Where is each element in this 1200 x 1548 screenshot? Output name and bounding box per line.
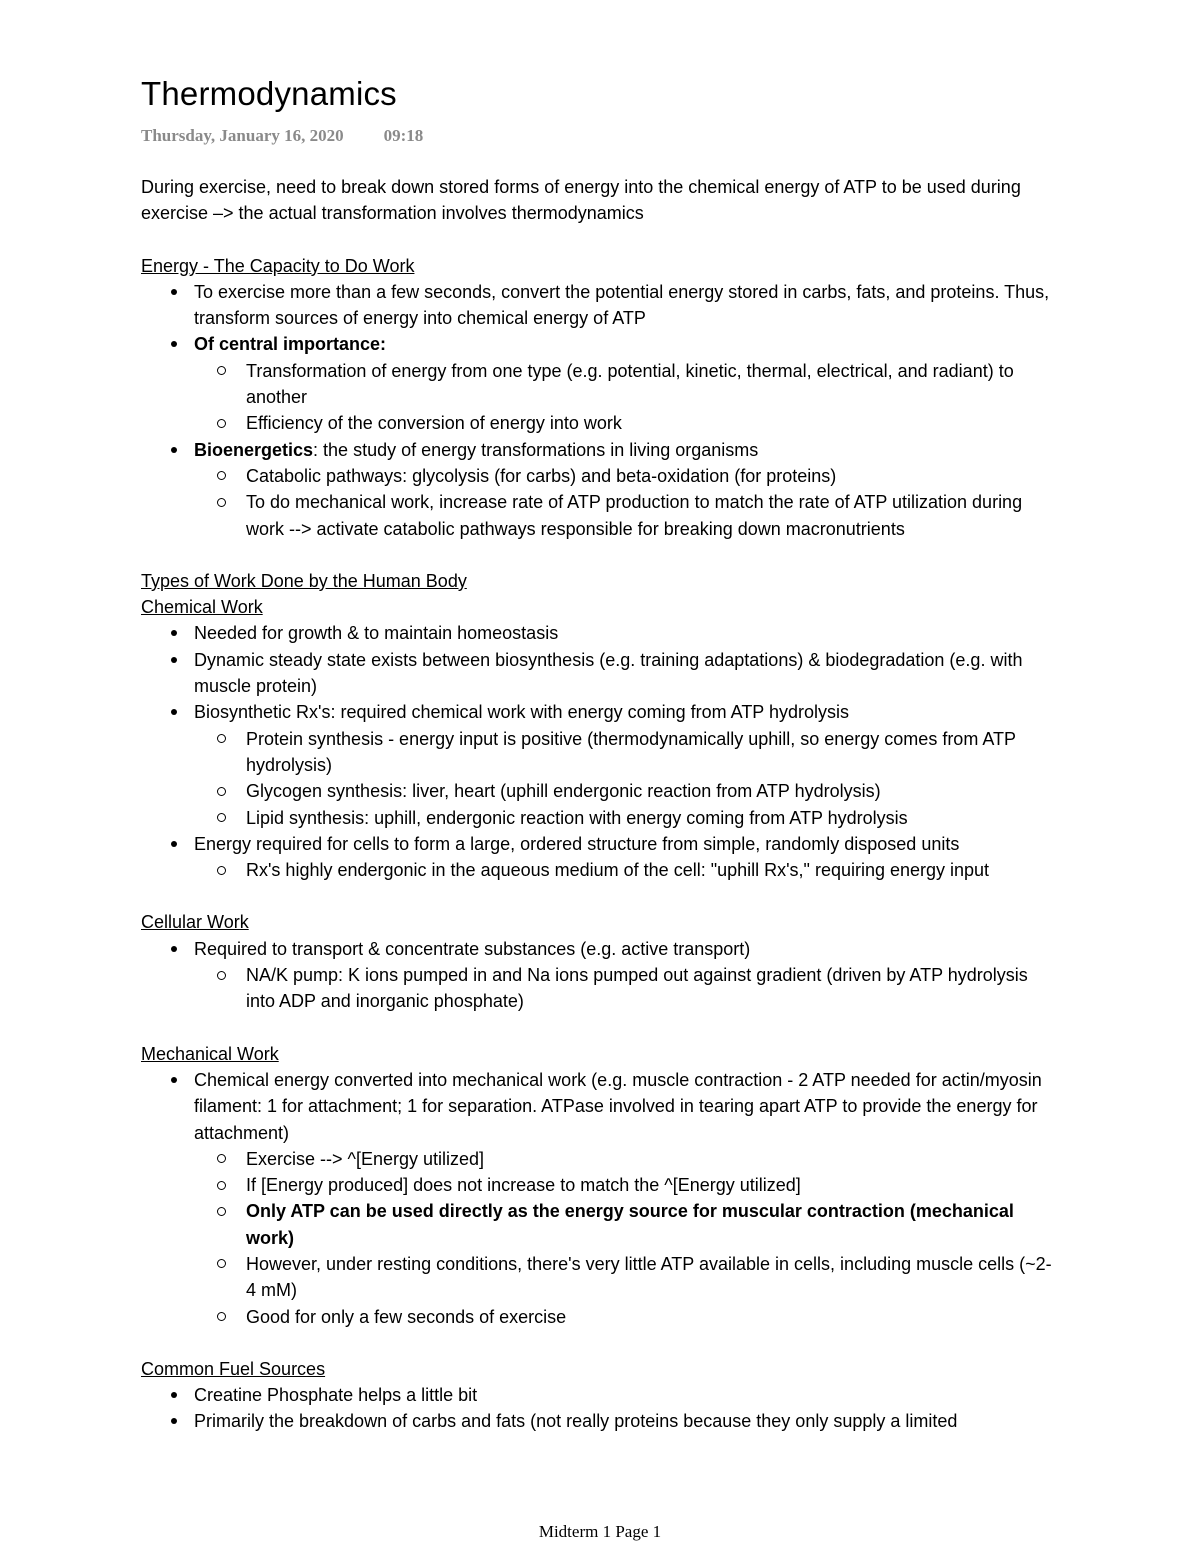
list-item [141, 699, 1061, 830]
section-heading-types: Types of Work Done by the Human Body [141, 570, 467, 591]
list-item-text: Chemical energy converted into mechanical work (e.g. muscle contraction - 2 ATP needed for actin/myosin filament: 1 for attachment; 1 for separation. ATPase involved in tearing apart ATP to provide the energy for attachment) [194, 1069, 1042, 1143]
fuel-list [141, 1382, 1061, 1435]
list-item: Creatine Phosphate helps a little bit [141, 1382, 1061, 1408]
sub-list [194, 857, 1061, 883]
cellular-list [141, 936, 1061, 1015]
note-date: Thursday, January 16, 2020 [141, 126, 344, 145]
list-item [141, 936, 1061, 1015]
list-item [141, 831, 1061, 884]
sub-list-item: However, under resting conditions, there's very little ATP available in cells, including muscle cells (~2-4 mM) [194, 1251, 1061, 1304]
sub-list [194, 463, 1061, 542]
sub-list [194, 962, 1061, 1015]
list-item-text: Required to transport & concentrate substances (e.g. active transport) [194, 938, 751, 959]
list-item [141, 1067, 1061, 1330]
section-heading-fuel: Common Fuel Sources [141, 1358, 326, 1379]
list-item-text: : the study of energy transformations in living organisms [313, 439, 759, 460]
sub-list-item: Rx's highly endergonic in the aqueous medium of the cell: "uphill Rx's," requiring energy input [194, 857, 1061, 883]
list-item: Primarily the breakdown of carbs and fats (not really proteins because they only supply a limited [141, 1408, 1061, 1434]
note-body [141, 150, 1061, 1435]
section-heading-cellular: Cellular Work [141, 912, 249, 933]
list-item-text: Energy required for cells to form a large, ordered structure from simple, randomly disposed units [194, 833, 960, 854]
intro-paragraph: During exercise, need to break down stored forms of energy into the chemical energy of ATP to be used during exercise –> the actual transformation involves thermodynamics [141, 177, 1021, 224]
sub-list-item: Catabolic pathways: glycolysis (for carbs) and beta-oxidation (for proteins) [194, 463, 1061, 489]
sub-list-item: Efficiency of the conversion of energy into work [194, 410, 1061, 436]
bold-text: Bioenergetics [194, 439, 314, 460]
bold-text: Of central importance: [194, 334, 387, 355]
list-item [141, 437, 1061, 542]
sub-list-item: Protein synthesis - energy input is positive (thermodynamically uphill, so energy comes from ATP hydrolysis) [194, 726, 1061, 779]
mechanical-list [141, 1067, 1061, 1330]
sub-list [194, 358, 1061, 437]
sub-list-item: Glycogen synthesis: liver, heart (uphill endergonic reaction from ATP hydrolysis) [194, 778, 1061, 804]
bold-text: Only ATP can be used directly as the energy source for muscular contraction (mechanical work) [246, 1201, 1014, 1248]
section-heading-mechanical: Mechanical Work [141, 1043, 279, 1064]
section-heading-chemical: Chemical Work [141, 597, 263, 618]
chemical-list [141, 620, 1061, 883]
sub-list-item: Transformation of energy from one type (e.g. potential, kinetic, thermal, electrical, and radiant) to another [194, 358, 1061, 411]
list-item-text: Biosynthetic Rx's: required chemical work with energy coming from ATP hydrolysis [194, 702, 850, 723]
list-item: To exercise more than a few seconds, convert the potential energy stored in carbs, fats, and proteins. Thus, transform sources of energy into chemical energy of ATP [141, 279, 1061, 332]
page-footer: Midterm 1 Page 1 [538, 1522, 662, 1541]
sub-list-item [194, 1198, 1061, 1251]
sub-list-item: If [Energy produced] does not increase to match the ^[Energy utilized] [194, 1172, 1061, 1198]
sub-list-item: NA/K pump: K ions pumped in and Na ions pumped out against gradient (driven by ATP hydrolysis into ADP and inorganic phosphate) [194, 962, 1061, 1015]
sub-list-item: To do mechanical work, increase rate of ATP production to match the rate of ATP utilization during work --> activate catabolic pathways responsible for breaking down macronutrients [194, 489, 1061, 542]
list-item: Needed for growth & to maintain homeostasis [141, 620, 1061, 646]
section-heading-energy: Energy - The Capacity to Do Work [141, 255, 415, 276]
note-time: 09:18 [383, 126, 424, 145]
list-item [141, 331, 1061, 436]
sub-list-item: Good for only a few seconds of exercise [194, 1304, 1061, 1330]
sub-list-item: Exercise --> ^[Energy utilized] [194, 1146, 1061, 1172]
note-datetime [141, 126, 1061, 150]
list-item: Dynamic steady state exists between biosynthesis (e.g. training adaptations) & biodegradation (e.g. with muscle protein) [141, 647, 1061, 700]
page-title: Thermodynamics [141, 75, 397, 112]
sub-list-item: Lipid synthesis: uphill, endergonic reaction with energy coming from ATP hydrolysis [194, 805, 1061, 831]
sub-list [194, 1146, 1061, 1330]
note-page [141, 74, 1061, 1435]
energy-list [141, 279, 1061, 542]
sub-list [194, 726, 1061, 831]
